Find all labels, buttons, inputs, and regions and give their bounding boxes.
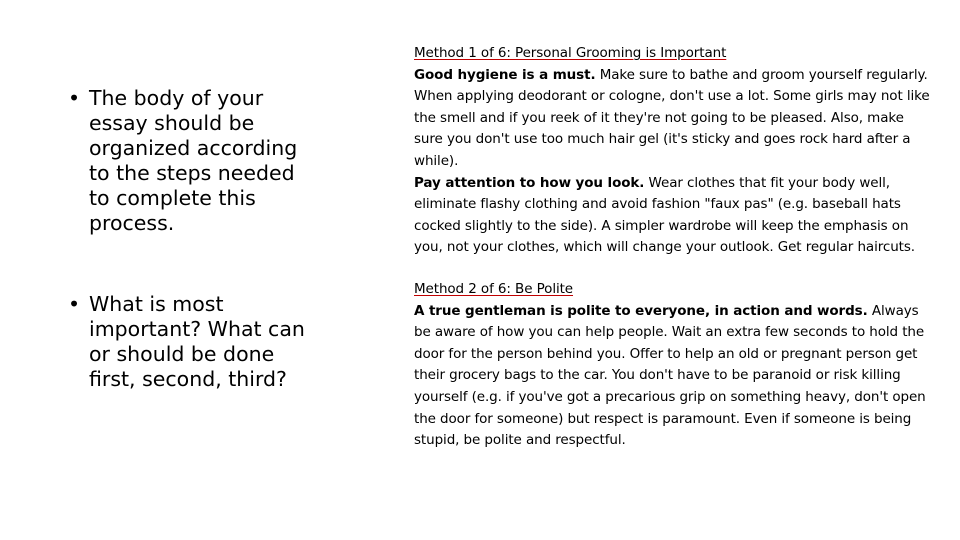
right-text-column	[414, 43, 934, 452]
left-bullet-list	[60, 86, 320, 392]
method-1-paragraph-1-lead: Good hygiene is a must.	[414, 66, 596, 83]
method-1-paragraph-2-lead: Pay attention to how you look.	[414, 174, 645, 191]
method-1-paragraph-2	[414, 173, 934, 259]
bullet-item	[60, 86, 320, 236]
bullet-symbol: •	[68, 292, 81, 316]
method-1-paragraph-1	[414, 65, 934, 173]
method-2-paragraph-1-body: Always be aware of how you can help people. Wait an extra few seconds to hold the door for the person behind you. Offer to help an old or pregnant person get their grocery bags to the car. You don't have to be paranoid or risk killing yourself (e.g. if you've got a precarious grip on something heavy, don't open the door for someone) but respect is paramount. Even if someone is being stupid, be polite and respectful.	[414, 302, 926, 449]
method-1-title: Method 1 of 6: Personal Grooming is Important	[414, 45, 727, 61]
method-1-paragraph-2-body: Wear clothes that fit your body well, eliminate flashy clothing and avoid fashion "faux pas" (e.g. baseball hats cocked slightly to the side). A simpler wardrobe will keep the emphasis on you, not your clothes, which will change your outlook. Get regular haircuts.	[414, 174, 915, 256]
bullet-item	[60, 292, 320, 392]
method-2-paragraph-1	[414, 301, 934, 452]
bullet-text: The body of your essay should be organized according to the steps needed to complete this process.	[89, 86, 298, 235]
method-2-section	[414, 279, 934, 452]
bullet-text: What is most important? What can or should be done first, second, third?	[89, 292, 305, 391]
method-2-title: Method 2 of 6: Be Polite	[414, 280, 574, 297]
method-2-paragraph-1-lead: A true gentleman is polite to everyone, in action and words.	[414, 302, 868, 319]
method-1-section	[414, 43, 934, 259]
method-1-paragraph-1-body: Make sure to bathe and groom yourself regularly. When applying deodorant or cologne, don't use a lot. Some girls may not like the smell and if you reek of it they're not going to be pleased. Also, make sure you don't use too much hair gel (it's sticky and goes rock hard after a while).	[414, 66, 930, 169]
bullet-symbol: •	[68, 86, 81, 110]
